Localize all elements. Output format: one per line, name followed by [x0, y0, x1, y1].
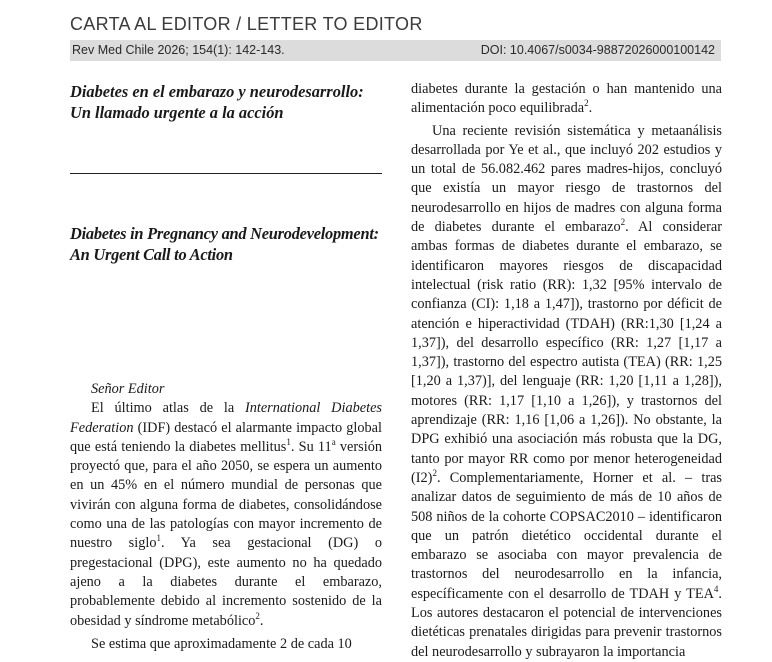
reference-marker[interactable]: 4: [713, 583, 719, 594]
text-span: . Complementariamente, Horner et al. – tras analizar datos de seguimiento de más de 10 años de 508 niños de la cohorte COPSAC2010 – identificaron que un patrón dietético occidental durante el embarazo se asociaba con mayor prevalencia de trastornos del neurodesarrollo en la infancia, específicamente con el desarrollo de TDAH y TEA: [411, 469, 722, 602]
english-title-line-1: Diabetes in Pregnancy and Neurodevelopment:: [70, 224, 379, 243]
text-span: .: [588, 100, 593, 117]
text-span: . Ya sea gestacional (DG) o pregestacional (DPG), este aumento no ha quedado ajeno a la diabetes durante el embarazo, probablemente debido al incremento sostenido de la obesidad y síndrome metabólico: [70, 535, 382, 629]
superscript: a: [331, 437, 336, 448]
reference-marker[interactable]: 2: [620, 217, 626, 228]
left-body: [70, 380, 382, 654]
reference-marker[interactable]: 2: [584, 98, 589, 109]
spanish-title: [70, 81, 382, 123]
paragraph-2: Se estima que aproximadamente 2 de cada 10: [91, 635, 352, 652]
text-span: diabetes durante la gestación o han mantenido una alimentación poco equilibrada: [411, 81, 722, 117]
reference-marker[interactable]: 1: [286, 437, 291, 448]
journal-citation: Rev Med Chile 2026; 154(1): 142-143.: [72, 43, 285, 57]
spanish-title-line-2: Un llamado urgente a la acción: [70, 103, 284, 122]
english-title: [70, 223, 382, 265]
text-span: versión proyectó que, para el año 2050, se espera un aumento en un 45% en el número mundial de personas que vivirán con alguna forma de diabetes, consolidándose como una de las patologías con mayor incremento de nuestro siglo: [70, 438, 382, 552]
reference-marker[interactable]: 2: [255, 610, 260, 621]
paragraph-continued: [411, 80, 722, 119]
citation-bar: [70, 40, 721, 61]
text-span: . Los autores destacaron el potencial de intervenciones dietéticas prenatales dirigidas para prevenir trastornos del neurodesarrollo y subrayaron la importancia: [411, 585, 722, 660]
text-span: (IDF) destacó el alarmante impacto global que está teniendo la diabetes mellitus: [70, 419, 382, 455]
section-title: CARTA AL EDITOR / LETTER TO EDITOR: [70, 14, 423, 34]
text-span: .: [259, 612, 264, 629]
paragraph-1: [70, 399, 382, 631]
paragraph-meta-analysis: [411, 122, 722, 662]
left-column: [70, 72, 382, 654]
reference-marker[interactable]: 2: [432, 468, 437, 479]
english-title-line-2: An Urgent Call to Action: [70, 245, 233, 264]
title-divider: [70, 173, 382, 174]
salutation: Señor Editor: [91, 381, 165, 397]
doi-link[interactable]: DOI: 10.4067/s0034-98872026000100142: [480, 43, 715, 57]
text-span: . Al considerar ambas formas de diabetes durante el embarazo, se identificaron mayores riesgos de discapacidad intelectual (risk ratio (RR): 1,32 [95% intervalo de confianza (CI): 1,18 a 1,47]), trastorno por déficit de atención e hiperactividad (TDAH) (RR:1,30 [1,24 a 1,37]), del desarrollo específico (RR: 1,27 [1,17 a 1,37]), trastorno del espectro autista (TEA) (RR: 1,25 [1,20 a 1,37)], del lenguaje (RR: 1,20 [1,11 a 1,28]), motores (RR: 1,17 [1,10 a 1,26]), y trastornos del aprendizaje (RR: 1,16 [1,06 a 1,26]). No obstante, la DPG exhibió una asociación más robusta que la DG, tanto por mayor RR como por menor heterogeneidad (I2): [411, 219, 722, 486]
text-span: . Su 11: [290, 438, 332, 455]
spanish-title-line-1: Diabetes en el embarazo y neurodesarrollo:: [70, 82, 364, 101]
text-span: El último atlas de la: [91, 400, 245, 417]
reference-marker[interactable]: 1: [156, 533, 161, 544]
text-span: Una reciente revisión sistemática y metaanálisis desarrollada por Ye et al., que incluyó 202 estudios y un total de 56.082.462 pares madres-hijos, concluyó que existía un mayor riesgo de trastornos del neurodesarrollo en hijos de madres con alguna forma de diabetes durante el embarazo: [411, 122, 722, 236]
text-span-italic: International Diabetes Federation: [70, 400, 382, 436]
right-column: [411, 80, 722, 662]
